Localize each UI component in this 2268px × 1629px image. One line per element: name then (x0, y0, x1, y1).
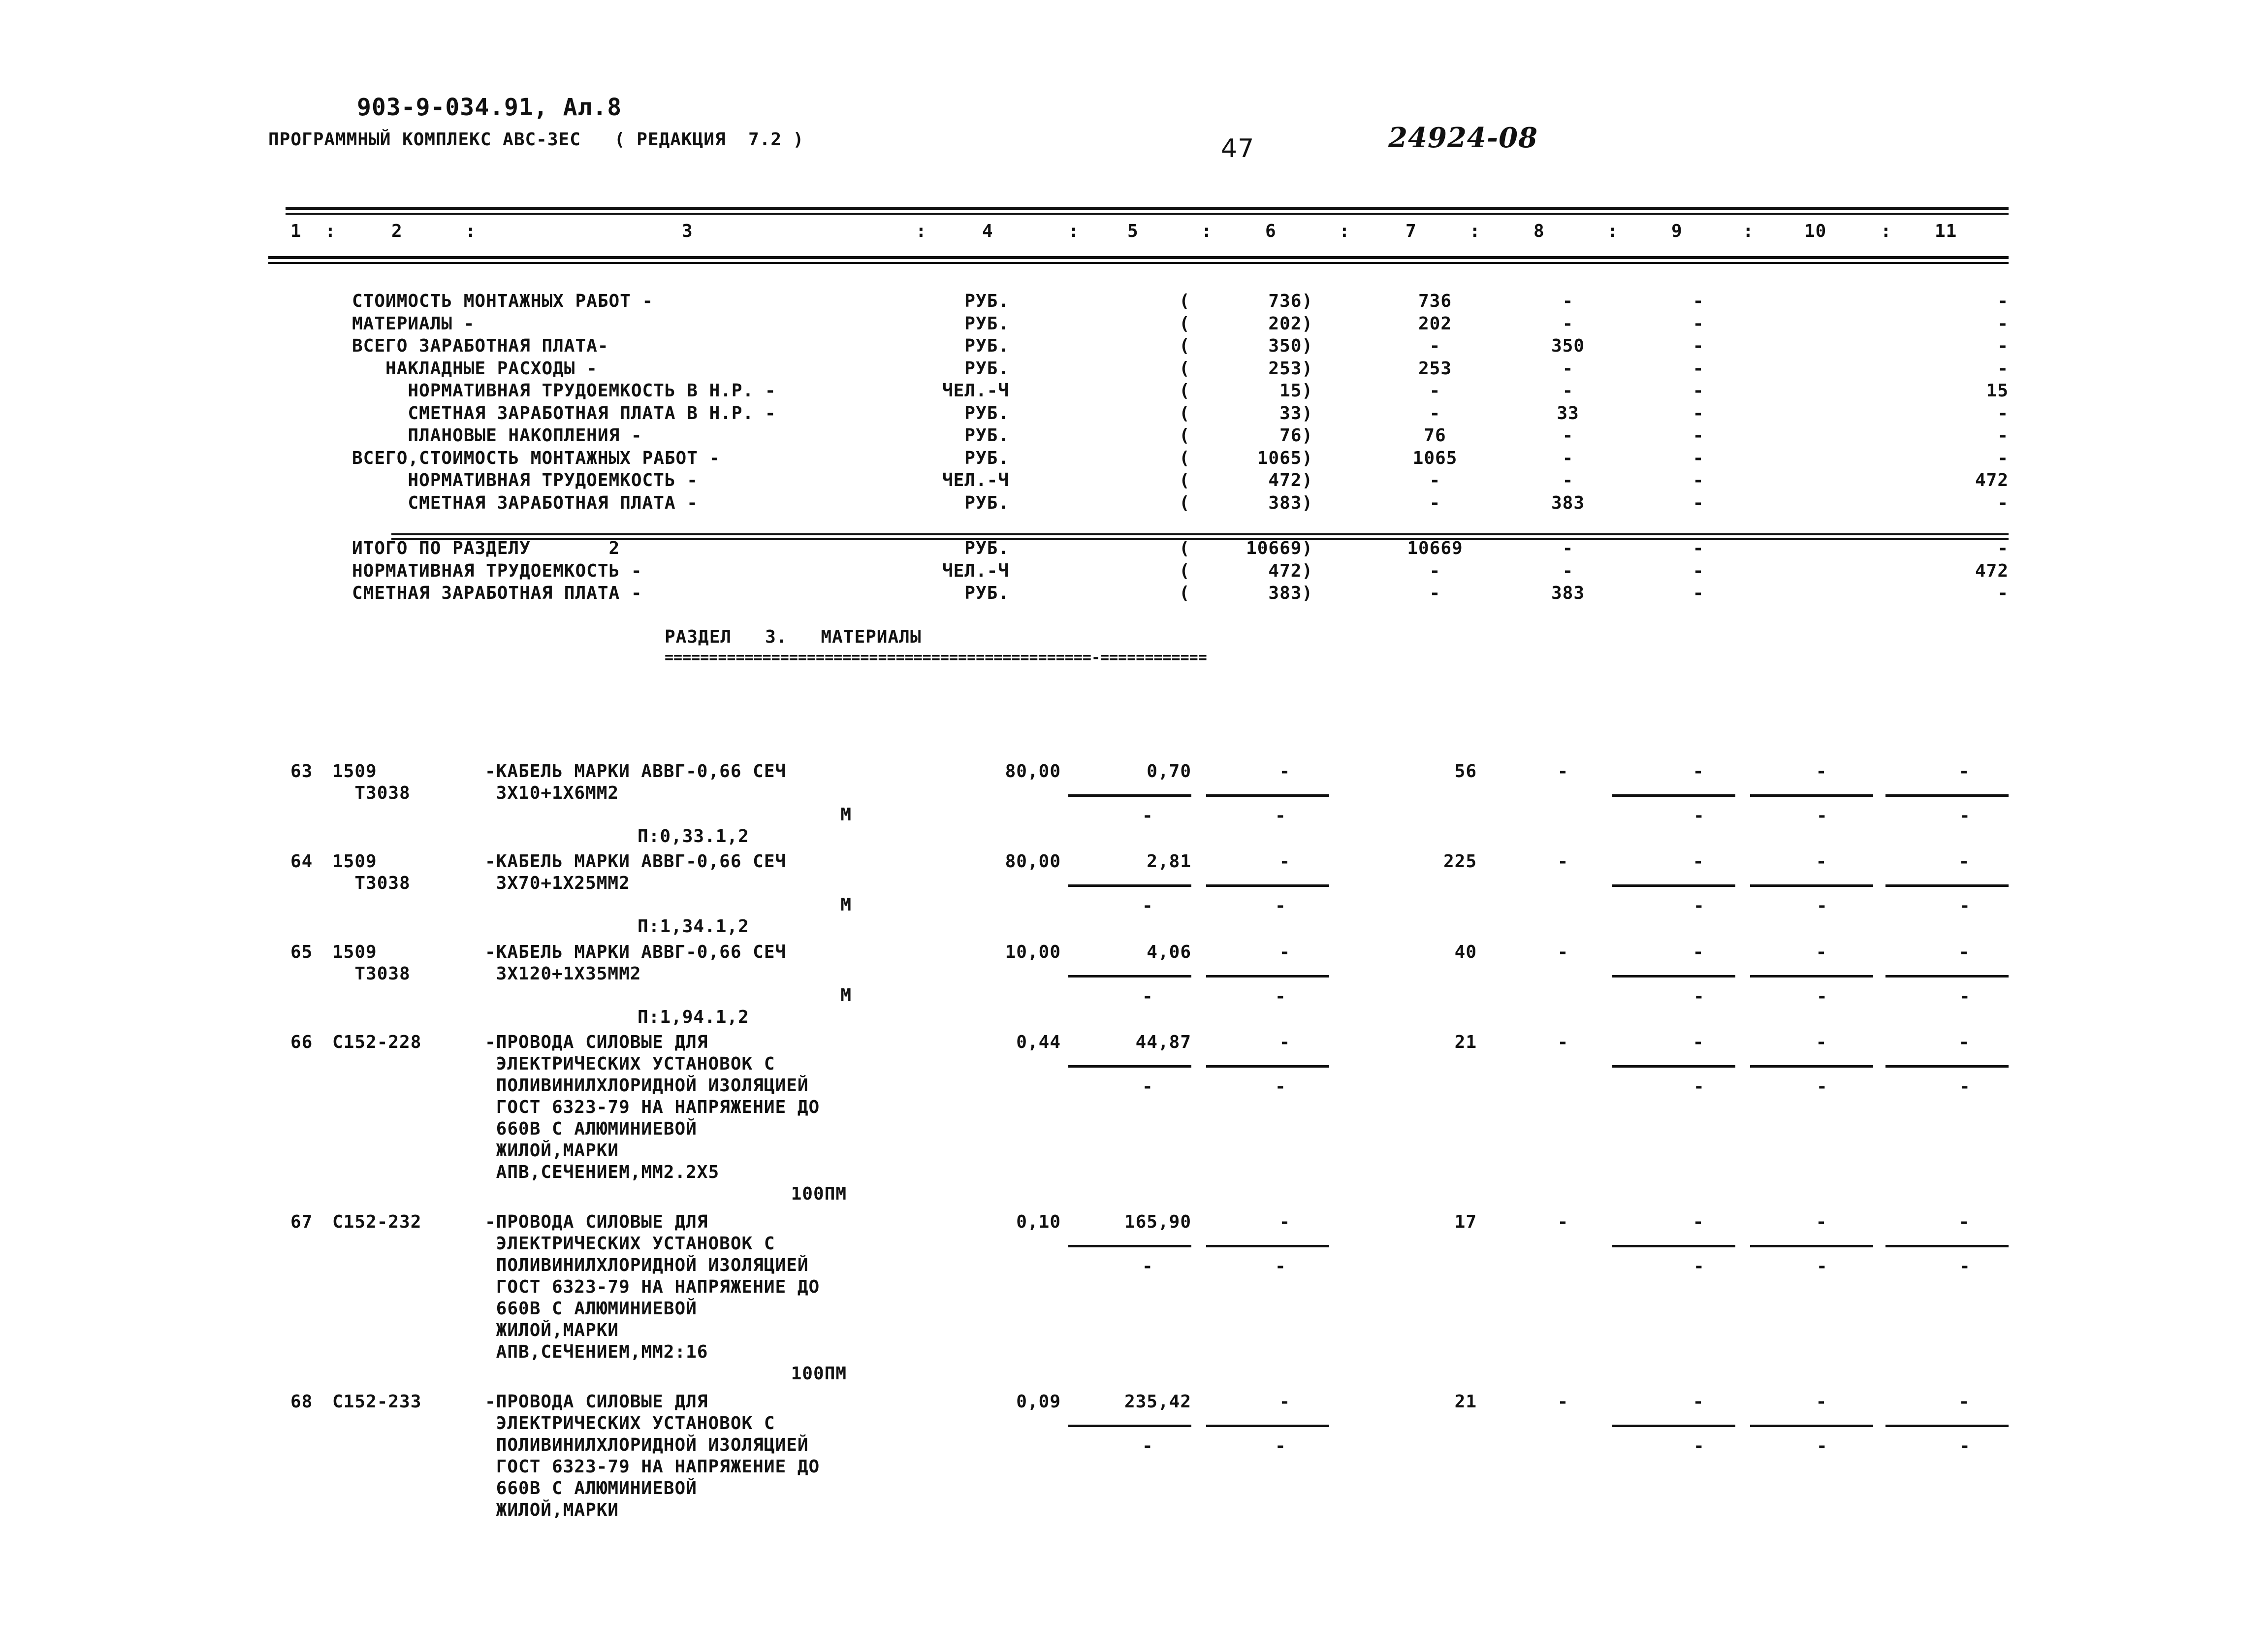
item-sub-dash: - (1693, 1256, 1705, 1276)
header-top-rule (286, 207, 2009, 210)
column-header: 7 (1406, 221, 1417, 241)
item-sub-dash: - (1817, 1436, 1828, 1456)
item-col7: 21 (1454, 1032, 1477, 1052)
row-col9: - (1693, 313, 1704, 334)
item-price: 4,06 (1147, 942, 1191, 962)
item-quantity: 80,00 (1005, 761, 1061, 782)
row-col8: 383 (1551, 492, 1585, 513)
row-total-bracketed: ( 383) (1179, 583, 1313, 603)
item-col8: - (1557, 1392, 1569, 1412)
item-number: 65 (290, 942, 313, 962)
item-sub-dash: - (1693, 1436, 1705, 1456)
item-col9: - (1693, 1212, 1704, 1232)
row-col11: - (1997, 538, 2009, 558)
row-col7: 736 (1418, 291, 1452, 311)
row-label: НОРМАТИВНАЯ ТРУДОЕМКОСТЬ - (352, 560, 642, 581)
item-unit: М (840, 985, 852, 1006)
item-col8: - (1557, 851, 1569, 872)
row-total-bracketed: ( 253) (1179, 358, 1313, 379)
column-header: 3 (682, 221, 693, 241)
item-rule (1612, 1065, 1735, 1068)
item-rule (1612, 975, 1735, 977)
item-reference: П:0,33.1,2 (638, 826, 749, 847)
row-col11: - (1997, 336, 2009, 356)
item-col9: - (1693, 851, 1704, 872)
row-unit: ЧЕЛ.-Ч (942, 470, 1009, 490)
item-sub-dash: - (1959, 896, 1971, 916)
item-rule (1068, 1245, 1191, 1247)
row-label: НАКЛАДНЫЕ РАСХОДЫ - (352, 358, 598, 379)
item-rule (1206, 794, 1329, 797)
item-col8: - (1557, 1032, 1569, 1052)
row-col7: - (1429, 403, 1441, 424)
row-col8: - (1562, 448, 1574, 468)
item-rule (1750, 794, 1873, 797)
column-separator: : (1881, 221, 1892, 241)
item-col7: 225 (1443, 851, 1477, 872)
item-unit: М (840, 805, 852, 825)
row-col7: 1065 (1412, 448, 1458, 468)
item-sub-dash: - (1275, 806, 1286, 826)
item-col10: - (1816, 1212, 1827, 1232)
row-col8: - (1562, 538, 1574, 558)
item-sub-dash: - (1693, 896, 1705, 916)
item-number: 66 (290, 1032, 313, 1052)
row-col8: - (1562, 381, 1574, 401)
item-sub-dash: - (1817, 806, 1828, 826)
row-col11: - (1997, 583, 2009, 603)
item-quantity: 80,00 (1005, 851, 1061, 872)
row-col7: - (1429, 336, 1441, 356)
column-header: 2 (391, 221, 403, 241)
item-sub-dash: - (1817, 1076, 1828, 1097)
row-label: ВСЕГО,СТОИМОСТЬ МОНТАЖНЫХ РАБОТ - (352, 448, 721, 468)
item-col7: 56 (1454, 761, 1477, 782)
item-sub-dash: - (1693, 1076, 1705, 1097)
column-header: 10 (1804, 221, 1827, 241)
row-label: МАТЕРИАЛЫ - (352, 313, 475, 334)
row-label: ПЛАНОВЫЕ НАКОПЛЕНИЯ - (352, 425, 642, 446)
header-bottom-rule-2 (268, 262, 2009, 264)
row-label: СТОИМОСТЬ МОНТАЖНЫХ РАБОТ - (352, 291, 654, 311)
document-code: 903-9-034.91, Ал.8 (357, 94, 622, 121)
item-unit: 100ПМ (791, 1184, 847, 1204)
item-col8: - (1557, 942, 1569, 962)
item-rule (1206, 975, 1329, 977)
item-unit: М (840, 895, 852, 915)
row-label: СМЕТНАЯ ЗАРАБОТНАЯ ПЛАТА В Н.Р. - (352, 403, 776, 424)
row-total-bracketed: ( 736) (1179, 291, 1313, 311)
item-sub-dash: - (1959, 1076, 1971, 1097)
column-separator: : (1339, 221, 1350, 241)
item-price: 2,81 (1147, 851, 1191, 872)
item-code: 1509 Т3038 (332, 942, 411, 984)
item-sub-dash: - (1142, 1436, 1153, 1456)
item-sub-dash: - (1693, 806, 1705, 826)
item-description: -ПРОВОДА СИЛОВЫЕ ДЛЯ ЭЛЕКТРИЧЕСКИХ УСТАНОВОК С ПОЛИВИНИЛХЛОРИДНОЙ ИЗОЛЯЦИЕЙ ГОСТ 6323-79 НА НАПРЯЖЕНИЕ ДО 660В С АЛЮМИНИЕВОЙ ЖИЛОЙ,МАРКИ АПВ,СЕЧЕНИЕМ,ММ2.2Х5 (485, 1032, 820, 1182)
item-sub-dash: - (1693, 986, 1705, 1007)
column-header: 4 (982, 221, 993, 241)
row-col8: - (1562, 291, 1574, 311)
row-col9: - (1693, 291, 1704, 311)
row-unit: РУБ. (964, 583, 1009, 603)
item-sub-dash: - (1142, 1076, 1153, 1097)
item-number: 67 (290, 1212, 313, 1232)
item-rule (1612, 1245, 1735, 1247)
row-col7: 253 (1418, 358, 1452, 379)
item-rule (1206, 1245, 1329, 1247)
item-price: 44,87 (1135, 1032, 1191, 1052)
item-rule (1885, 975, 2009, 977)
row-unit: ЧЕЛ.-Ч (942, 560, 1009, 581)
row-label: НОРМАТИВНАЯ ТРУДОЕМКОСТЬ В Н.Р. - (352, 381, 776, 401)
row-col9: - (1693, 492, 1704, 513)
item-unit: 100ПМ (791, 1364, 847, 1384)
row-total-bracketed: ( 350) (1179, 336, 1313, 356)
row-col9: - (1693, 425, 1704, 446)
item-col7: 40 (1454, 942, 1477, 962)
item-number: 63 (290, 761, 313, 782)
row-unit: РУБ. (964, 538, 1009, 558)
row-col8: - (1562, 560, 1574, 581)
item-rule (1885, 1425, 2009, 1427)
item-col6: - (1279, 1032, 1291, 1052)
row-unit: РУБ. (964, 425, 1009, 446)
item-rule (1206, 1065, 1329, 1068)
item-price: 165,90 (1124, 1212, 1191, 1232)
row-col9: - (1693, 470, 1704, 490)
column-separator: : (1469, 221, 1481, 241)
column-separator: : (916, 221, 927, 241)
item-col10: - (1816, 942, 1827, 962)
row-col7: 76 (1424, 425, 1446, 446)
item-description: -КАБЕЛЬ МАРКИ АВВГ-0,66 СЕЧ 3Х10+1Х6ММ2 (485, 761, 787, 803)
row-col7: 202 (1418, 313, 1452, 334)
row-col7: - (1429, 583, 1441, 603)
row-col9: - (1693, 336, 1704, 356)
row-col7: - (1429, 560, 1441, 581)
row-col11: - (1997, 425, 2009, 446)
item-sub-dash: - (1142, 896, 1153, 916)
item-rule (1885, 884, 2009, 887)
column-header: 5 (1127, 221, 1139, 241)
column-header: 9 (1671, 221, 1683, 241)
item-col6: - (1279, 761, 1291, 782)
item-rule (1885, 1245, 2009, 1247)
row-label: НОРМАТИВНАЯ ТРУДОЕМКОСТЬ - (352, 470, 698, 490)
item-rule (1750, 1245, 1873, 1247)
item-rule (1068, 794, 1191, 797)
item-rule (1750, 1065, 1873, 1068)
item-rule (1068, 975, 1191, 977)
item-sub-dash: - (1142, 1256, 1153, 1276)
item-col10: - (1816, 761, 1827, 782)
header-bottom-rule (268, 256, 2009, 259)
row-total-bracketed: ( 202) (1179, 313, 1313, 334)
row-col8: - (1562, 425, 1574, 446)
item-col11: - (1958, 851, 1970, 872)
item-col11: - (1958, 1392, 1970, 1412)
item-sub-dash: - (1817, 1256, 1828, 1276)
row-col11: 472 (1975, 560, 2009, 581)
row-col8: - (1562, 313, 1574, 334)
item-reference: П:1,34.1,2 (638, 916, 749, 937)
item-col9: - (1693, 942, 1704, 962)
item-sub-dash: - (1959, 986, 1971, 1007)
item-sub-dash: - (1275, 896, 1286, 916)
item-description: -ПРОВОДА СИЛОВЫЕ ДЛЯ ЭЛЕКТРИЧЕСКИХ УСТАНОВОК С ПОЛИВИНИЛХЛОРИДНОЙ ИЗОЛЯЦИЕЙ ГОСТ 6323-79 НА НАПРЯЖЕНИЕ ДО 660В С АЛЮМИНИЕВОЙ ЖИЛОЙ,МАРКИ АПВ,СЕЧЕНИЕМ,ММ2:16 (485, 1212, 820, 1362)
totals-rule (391, 533, 2009, 535)
row-unit: РУБ. (964, 358, 1009, 379)
item-col6: - (1279, 851, 1291, 872)
handwritten-doc-number: 24924-08 (1388, 122, 1538, 154)
row-unit: РУБ. (964, 336, 1009, 356)
item-col10: - (1816, 851, 1827, 872)
item-number: 68 (290, 1392, 313, 1412)
item-col6: - (1279, 942, 1291, 962)
item-rule (1068, 1065, 1191, 1068)
row-unit: РУБ. (964, 492, 1009, 513)
column-separator: : (1201, 221, 1213, 241)
item-price: 0,70 (1147, 761, 1191, 782)
item-number: 64 (290, 851, 313, 872)
row-col7: - (1429, 492, 1441, 513)
item-col7: 21 (1454, 1392, 1477, 1412)
column-separator: : (1743, 221, 1754, 241)
row-col11: - (1997, 448, 2009, 468)
item-price: 235,42 (1124, 1392, 1191, 1412)
item-col7: 17 (1454, 1212, 1477, 1232)
item-description: -КАБЕЛЬ МАРКИ АВВГ-0,66 СЕЧ 3Х120+1Х35ММ2 (485, 942, 787, 984)
item-quantity: 0,09 (1016, 1392, 1061, 1412)
item-code: С152-233 (332, 1392, 422, 1412)
row-col11: - (1997, 492, 2009, 513)
item-rule (1206, 884, 1329, 887)
row-unit: РУБ. (964, 313, 1009, 334)
row-label: СМЕТНАЯ ЗАРАБОТНАЯ ПЛАТА - (352, 583, 642, 603)
section-title: РАЗДЕЛ 3. МАТЕРИАЛЫ (665, 627, 922, 647)
item-col6: - (1279, 1212, 1291, 1232)
column-header: 8 (1533, 221, 1545, 241)
page-number: 47 (1221, 134, 1255, 163)
column-header: 11 (1935, 221, 1957, 241)
row-total-bracketed: ( 10669) (1179, 538, 1313, 558)
item-quantity: 0,44 (1016, 1032, 1061, 1052)
item-sub-dash: - (1275, 986, 1286, 1007)
item-col9: - (1693, 761, 1704, 782)
row-col11: - (1997, 358, 2009, 379)
item-col6: - (1279, 1392, 1291, 1412)
item-code: С152-228 (332, 1032, 422, 1052)
row-total-bracketed: ( 15) (1179, 381, 1313, 401)
row-unit: РУБ. (964, 403, 1009, 424)
item-col10: - (1816, 1392, 1827, 1412)
column-separator: : (325, 221, 336, 241)
item-rule (1750, 975, 1873, 977)
row-col9: - (1693, 583, 1704, 603)
item-rule (1068, 884, 1191, 887)
item-description: -КАБЕЛЬ МАРКИ АВВГ-0,66 СЕЧ 3Х70+1Х25ММ2 (485, 851, 787, 893)
column-header: 1 (290, 221, 302, 241)
row-col8: - (1562, 470, 1574, 490)
row-total-bracketed: ( 472) (1179, 470, 1313, 490)
item-reference: П:1,94.1,2 (638, 1007, 749, 1027)
row-total-bracketed: ( 472) (1179, 560, 1313, 581)
item-rule (1206, 1425, 1329, 1427)
row-col11: - (1997, 291, 2009, 311)
program-title: ПРОГРАММНЫЙ КОМПЛЕКС АВС-3ЕС ( РЕДАКЦИЯ 7.2 ) (268, 130, 804, 150)
row-col9: - (1693, 358, 1704, 379)
row-col9: - (1693, 381, 1704, 401)
item-col9: - (1693, 1392, 1704, 1412)
item-col8: - (1557, 1212, 1569, 1232)
item-sub-dash: - (1142, 806, 1153, 826)
row-label: ИТОГО ПО РАЗДЕЛУ 2 (352, 538, 620, 558)
item-rule (1750, 1425, 1873, 1427)
row-label: ВСЕГО ЗАРАБОТНАЯ ПЛАТА- (352, 336, 609, 356)
item-col10: - (1816, 1032, 1827, 1052)
item-rule (1612, 794, 1735, 797)
item-sub-dash: - (1142, 986, 1153, 1007)
row-total-bracketed: ( 33) (1179, 403, 1313, 424)
item-sub-dash: - (1817, 986, 1828, 1007)
item-rule (1885, 1065, 2009, 1068)
item-rule (1750, 884, 1873, 887)
row-col7: - (1429, 470, 1441, 490)
item-col11: - (1958, 1032, 1970, 1052)
row-col7: 10669 (1407, 538, 1463, 558)
item-col11: - (1958, 942, 1970, 962)
item-col9: - (1693, 1032, 1704, 1052)
item-sub-dash: - (1959, 1256, 1971, 1276)
item-description: -ПРОВОДА СИЛОВЫЕ ДЛЯ ЭЛЕКТРИЧЕСКИХ УСТАНОВОК С ПОЛИВИНИЛХЛОРИДНОЙ ИЗОЛЯЦИЕЙ ГОСТ 6323-79 НА НАПРЯЖЕНИЕ ДО 660В С АЛЮМИНИЕВОЙ ЖИЛОЙ,МАРКИ (485, 1392, 820, 1520)
row-col8: 383 (1551, 583, 1585, 603)
row-col9: - (1693, 448, 1704, 468)
row-col7: - (1429, 381, 1441, 401)
row-total-bracketed: ( 76) (1179, 425, 1313, 446)
row-unit: РУБ. (964, 291, 1009, 311)
row-col11: 472 (1975, 470, 2009, 490)
item-code: С152-232 (332, 1212, 422, 1232)
row-col9: - (1693, 560, 1704, 581)
row-total-bracketed: ( 1065) (1179, 448, 1313, 468)
item-sub-dash: - (1275, 1256, 1286, 1276)
item-code: 1509 Т3038 (332, 761, 411, 803)
row-col11: - (1997, 313, 2009, 334)
item-code: 1509 Т3038 (332, 851, 411, 893)
item-col8: - (1557, 761, 1569, 782)
row-col11: - (1997, 403, 2009, 424)
row-col8: 350 (1551, 336, 1585, 356)
item-sub-dash: - (1275, 1076, 1286, 1097)
item-quantity: 0,10 (1016, 1212, 1061, 1232)
item-rule (1612, 1425, 1735, 1427)
row-col8: 33 (1557, 403, 1579, 424)
row-total-bracketed: ( 383) (1179, 492, 1313, 513)
section-underline: ================================================-============ (665, 649, 1207, 666)
row-unit: ЧЕЛ.-Ч (942, 381, 1009, 401)
row-col9: - (1693, 538, 1704, 558)
item-sub-dash: - (1817, 896, 1828, 916)
item-col11: - (1958, 761, 1970, 782)
header-top-rule-2 (286, 213, 2009, 215)
row-unit: РУБ. (964, 448, 1009, 468)
item-rule (1068, 1425, 1191, 1427)
item-sub-dash: - (1959, 806, 1971, 826)
column-separator: : (465, 221, 477, 241)
column-separator: : (1068, 221, 1080, 241)
item-col11: - (1958, 1212, 1970, 1232)
item-quantity: 10,00 (1005, 942, 1061, 962)
item-sub-dash: - (1959, 1436, 1971, 1456)
item-rule (1885, 794, 2009, 797)
row-col11: 15 (1986, 381, 2009, 401)
column-separator: : (1607, 221, 1619, 241)
row-label: СМЕТНАЯ ЗАРАБОТНАЯ ПЛАТА - (352, 492, 698, 513)
item-sub-dash: - (1275, 1436, 1286, 1456)
row-col8: - (1562, 358, 1574, 379)
row-col9: - (1693, 403, 1704, 424)
column-header: 6 (1265, 221, 1277, 241)
item-rule (1612, 884, 1735, 887)
